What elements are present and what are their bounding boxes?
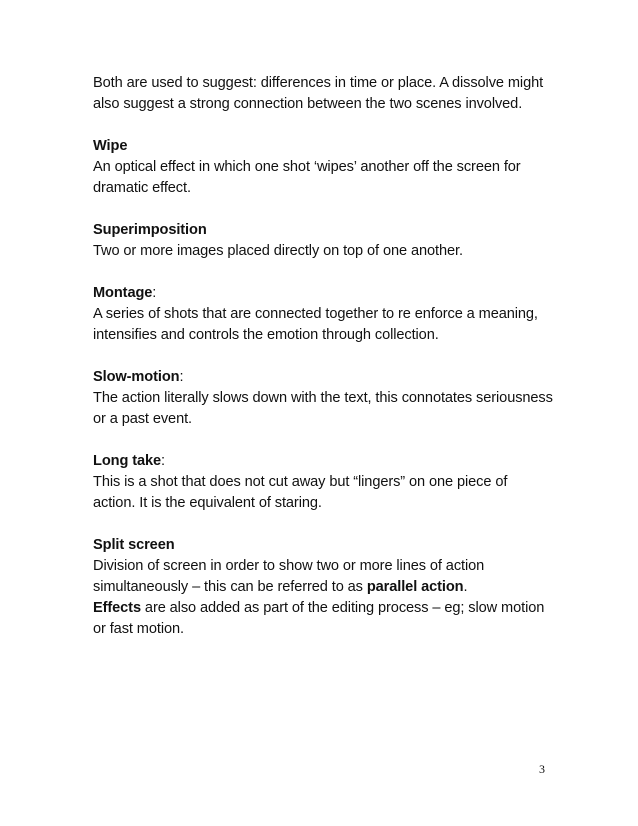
split-screen-body: [93, 556, 553, 598]
long-take-heading: Long take: [93, 453, 162, 469]
effects-paragraph: [93, 598, 553, 640]
slow-motion-heading: Slow-motion: [93, 369, 180, 385]
montage-heading-colon: :: [152, 285, 157, 301]
long-take-heading-colon: :: [161, 453, 165, 469]
section-long-take: [93, 451, 553, 514]
section-montage: [93, 283, 553, 346]
split-screen-body-end: .: [463, 579, 468, 595]
page-number: 3: [539, 762, 545, 776]
intro-paragraph: [93, 73, 553, 115]
long-take-body: This is a shot that does not cut away but “lingers” on one piece of action. It is the equivalent of staring.: [93, 474, 508, 511]
montage-body: A series of shots that are connected together to re enforce a meaning, intensifies and controls the emotion through collection.: [93, 306, 538, 343]
slow-motion-heading-colon: :: [179, 369, 184, 385]
section-superimposition: [93, 220, 553, 262]
effects-text: are also added as part of the editing process – eg; slow motion or fast motion.: [93, 600, 545, 637]
superimposition-heading: Superimposition: [93, 222, 207, 238]
wipe-heading: Wipe: [93, 138, 128, 154]
section-slow-motion: [93, 367, 553, 430]
effects-term: Effects: [93, 600, 141, 616]
superimposition-body: Two or more images placed directly on top of one another.: [93, 243, 463, 259]
intro-text: Both are used to suggest: differences in time or place. A dissolve might also suggest a strong connection between the two scenes involved.: [93, 75, 544, 112]
page-content: [93, 73, 553, 661]
split-screen-body-text: Division of screen in order to show two or more lines of action simultaneously – this can be referred to as: [93, 558, 485, 595]
section-wipe: [93, 136, 553, 199]
wipe-body: An optical effect in which one shot ‘wipes’ another off the screen for dramatic effect.: [93, 159, 521, 196]
section-split-screen: [93, 535, 553, 640]
montage-heading: Montage: [93, 285, 153, 301]
split-screen-heading: Split screen: [93, 537, 175, 553]
parallel-action-term: parallel action: [366, 579, 464, 595]
slow-motion-body: The action literally slows down with the text, this connotates seriousness or a past event.: [93, 390, 553, 427]
